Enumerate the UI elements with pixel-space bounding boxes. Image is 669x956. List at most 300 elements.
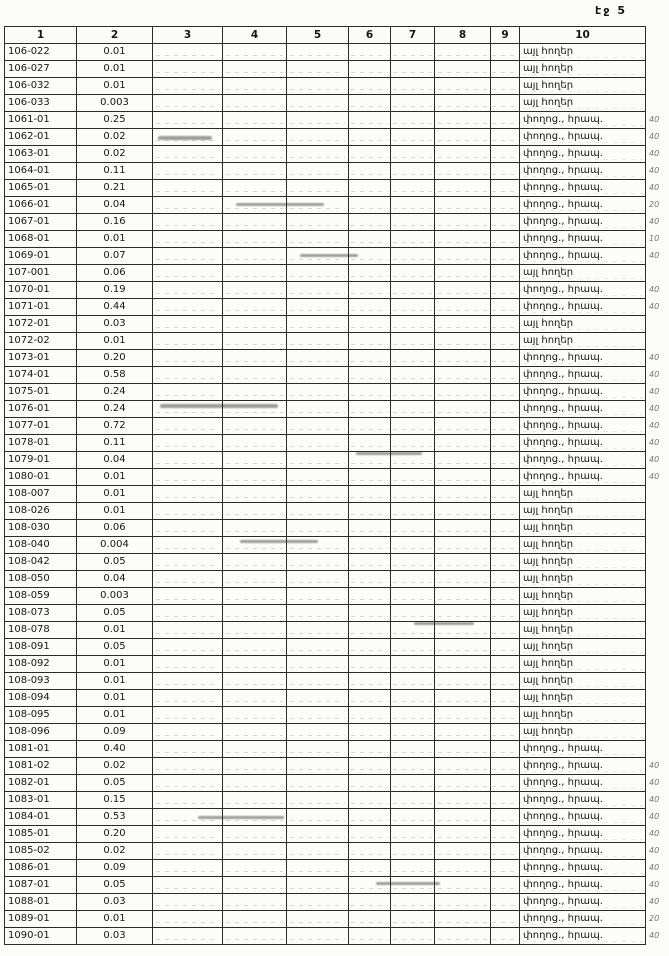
cell-empty: [349, 248, 391, 265]
cell-land-type: փողոց., հրապ.: [520, 214, 646, 231]
table-row: [5, 792, 669, 809]
cell-empty: [349, 61, 391, 78]
cell-empty: [349, 78, 391, 95]
cell-land-type: փողոց., հրապ.: [520, 758, 646, 775]
cell-parcel-code: 108-094: [5, 690, 77, 707]
cell-empty: [153, 656, 223, 673]
column-header: 7: [391, 27, 435, 44]
cell-empty: [349, 231, 391, 248]
cell-empty: [223, 299, 287, 316]
cell-area-value: 0.04: [77, 452, 153, 469]
margin-note: 40: [649, 251, 660, 260]
cell-empty: [223, 146, 287, 163]
margin-note: 40: [649, 897, 660, 906]
cell-land-type: փողոց., հրապ.: [520, 248, 646, 265]
cell-land-type: փողոց., հրապ.: [520, 197, 646, 214]
table-row: [5, 44, 669, 61]
cell-empty: [391, 656, 435, 673]
cell-empty: [349, 316, 391, 333]
cell-empty: [391, 367, 435, 384]
cell-empty: [435, 690, 491, 707]
cell-empty: [349, 129, 391, 146]
cell-empty: [349, 333, 391, 350]
cell-empty: [153, 197, 223, 214]
cell-empty: [491, 129, 520, 146]
cell-empty: [349, 350, 391, 367]
cell-empty: [491, 452, 520, 469]
margin-note: [646, 673, 669, 690]
cell-empty: [153, 265, 223, 282]
cell-empty: [491, 401, 520, 418]
cell-empty: [287, 231, 349, 248]
cell-area-value: 0.24: [77, 384, 153, 401]
cell-empty: [287, 741, 349, 758]
column-header: 4: [223, 27, 287, 44]
cell-empty: [349, 792, 391, 809]
cell-empty: [223, 197, 287, 214]
cell-area-value: 0.09: [77, 860, 153, 877]
cell-land-type: փողոց., հրապ.: [520, 826, 646, 843]
cell-empty: [435, 639, 491, 656]
cell-empty: [435, 129, 491, 146]
cell-empty: [435, 928, 491, 945]
cell-empty: [349, 197, 391, 214]
cell-empty: [491, 435, 520, 452]
cell-empty: [391, 639, 435, 656]
column-header: 10: [520, 27, 646, 44]
cell-empty: [287, 197, 349, 214]
table-row: [5, 129, 669, 146]
cell-empty: [391, 707, 435, 724]
cell-area-value: 0.02: [77, 129, 153, 146]
table-row: [5, 673, 669, 690]
cell-parcel-code: 1061-01: [5, 112, 77, 129]
cell-empty: [391, 486, 435, 503]
cell-land-type: այլ հողեր: [520, 486, 646, 503]
cell-empty: [223, 690, 287, 707]
table-row: [5, 435, 669, 452]
cell-land-type: փողոց., հրապ.: [520, 775, 646, 792]
cell-area-value: 0.01: [77, 673, 153, 690]
cell-empty: [223, 112, 287, 129]
cell-empty: [287, 639, 349, 656]
cell-empty: [491, 656, 520, 673]
cell-empty: [153, 146, 223, 163]
cell-empty: [287, 367, 349, 384]
margin-note: 40: [649, 183, 660, 192]
cell-empty: [491, 367, 520, 384]
cell-empty: [287, 503, 349, 520]
cell-empty: [491, 673, 520, 690]
cell-area-value: 0.01: [77, 44, 153, 61]
margin-note: 40: [649, 846, 660, 855]
table-row: [5, 282, 669, 299]
cell-empty: [435, 537, 491, 554]
table-row: [5, 333, 669, 350]
cell-empty: [491, 860, 520, 877]
cell-land-type: փողոց., հրապ.: [520, 231, 646, 248]
cell-empty: [391, 452, 435, 469]
cell-empty: [391, 894, 435, 911]
cell-land-type: փողոց., հրապ.: [520, 435, 646, 452]
cell-empty: [435, 792, 491, 809]
table-row: [5, 860, 669, 877]
page-number-label: էջ 5: [595, 4, 627, 17]
table-row: [5, 877, 669, 894]
cell-empty: [287, 112, 349, 129]
cell-empty: [391, 588, 435, 605]
cell-area-value: 0.06: [77, 520, 153, 537]
margin-note: 40: [649, 880, 660, 889]
cell-land-type: փողոց., հրապ.: [520, 384, 646, 401]
cell-empty: [153, 928, 223, 945]
cell-empty: [153, 95, 223, 112]
margin-note: 40: [649, 472, 660, 481]
cell-land-type: այլ հողեր: [520, 265, 646, 282]
cell-empty: [491, 537, 520, 554]
cell-area-value: 0.58: [77, 367, 153, 384]
cell-empty: [391, 180, 435, 197]
cell-empty: [491, 78, 520, 95]
cell-area-value: 0.01: [77, 469, 153, 486]
table-row: [5, 163, 669, 180]
cell-empty: [287, 282, 349, 299]
table-row: [5, 639, 669, 656]
cell-empty: [435, 452, 491, 469]
margin-note: 20: [649, 914, 660, 923]
cell-area-value: 0.20: [77, 350, 153, 367]
cell-empty: [435, 163, 491, 180]
cell-empty: [435, 367, 491, 384]
cell-empty: [491, 384, 520, 401]
cell-land-type: այլ հողեր: [520, 44, 646, 61]
cell-empty: [349, 452, 391, 469]
cell-empty: [349, 707, 391, 724]
cell-empty: [153, 248, 223, 265]
cell-land-type: այլ հողեր: [520, 95, 646, 112]
cell-empty: [349, 928, 391, 945]
margin-note: 40: [649, 931, 660, 940]
cell-empty: [391, 282, 435, 299]
cell-empty: [153, 520, 223, 537]
cell-empty: [491, 877, 520, 894]
cell-empty: [435, 894, 491, 911]
cell-empty: [391, 418, 435, 435]
cell-land-type: փողոց., հրապ.: [520, 350, 646, 367]
cell-area-value: 0.15: [77, 792, 153, 809]
cell-parcel-code: 1077-01: [5, 418, 77, 435]
table-row: [5, 894, 669, 911]
cell-area-value: 0.01: [77, 333, 153, 350]
cell-empty: [391, 469, 435, 486]
cell-empty: [391, 61, 435, 78]
cell-empty: [153, 231, 223, 248]
cell-parcel-code: 1071-01: [5, 299, 77, 316]
cell-empty: [435, 860, 491, 877]
cell-empty: [435, 214, 491, 231]
cell-empty: [349, 741, 391, 758]
cell-land-type: այլ հողեր: [520, 605, 646, 622]
margin-note: 10: [649, 234, 660, 243]
cell-empty: [287, 707, 349, 724]
margin-note: 40: [649, 285, 660, 294]
margin-note: 40: [649, 438, 660, 447]
margin-note: 40: [649, 217, 660, 226]
cell-empty: [223, 282, 287, 299]
cell-empty: [223, 656, 287, 673]
cell-empty: [223, 248, 287, 265]
cell-parcel-code: 1081-01: [5, 741, 77, 758]
cell-empty: [223, 673, 287, 690]
cell-empty: [153, 367, 223, 384]
cell-empty: [349, 146, 391, 163]
margin-note: [646, 316, 669, 333]
cell-land-type: այլ հողեր: [520, 78, 646, 95]
cell-parcel-code: 106-022: [5, 44, 77, 61]
cell-empty: [491, 197, 520, 214]
margin-note: 40: [649, 387, 660, 396]
cell-empty: [491, 282, 520, 299]
cell-land-type: այլ հողեր: [520, 690, 646, 707]
cell-land-type: փողոց., հրապ.: [520, 928, 646, 945]
cell-empty: [349, 44, 391, 61]
table-row: [5, 690, 669, 707]
cell-empty: [153, 571, 223, 588]
cell-parcel-code: 108-030: [5, 520, 77, 537]
cell-land-type: փողոց., հրապ.: [520, 792, 646, 809]
cell-empty: [391, 826, 435, 843]
cell-empty: [435, 605, 491, 622]
cell-parcel-code: 1084-01: [5, 809, 77, 826]
cell-land-type: փողոց., հրապ.: [520, 860, 646, 877]
cell-area-value: 0.01: [77, 656, 153, 673]
cell-empty: [287, 843, 349, 860]
cell-empty: [287, 248, 349, 265]
cell-land-type: այլ հողեր: [520, 724, 646, 741]
cell-empty: [349, 469, 391, 486]
cell-empty: [391, 911, 435, 928]
cell-empty: [491, 724, 520, 741]
cell-empty: [391, 792, 435, 809]
margin-note: [646, 741, 669, 758]
cell-parcel-code: 108-059: [5, 588, 77, 605]
cell-empty: [391, 95, 435, 112]
cell-empty: [491, 214, 520, 231]
cell-empty: [287, 469, 349, 486]
column-header: 5: [287, 27, 349, 44]
cell-empty: [349, 809, 391, 826]
table-row: [5, 826, 669, 843]
cell-empty: [349, 418, 391, 435]
cell-empty: [491, 316, 520, 333]
cell-empty: [349, 401, 391, 418]
cell-land-type: այլ հողեր: [520, 571, 646, 588]
table-row: [5, 401, 669, 418]
cell-parcel-code: 107-001: [5, 265, 77, 282]
cell-empty: [287, 537, 349, 554]
cell-empty: [153, 724, 223, 741]
margin-note: 40: [649, 302, 660, 311]
cell-empty: [287, 146, 349, 163]
cell-empty: [153, 554, 223, 571]
cell-empty: [349, 367, 391, 384]
cell-parcel-code: 108-050: [5, 571, 77, 588]
cell-empty: [287, 724, 349, 741]
cell-empty: [349, 758, 391, 775]
cell-empty: [287, 435, 349, 452]
cell-parcel-code: 1068-01: [5, 231, 77, 248]
cell-empty: [223, 44, 287, 61]
cell-empty: [391, 758, 435, 775]
cell-empty: [435, 112, 491, 129]
table-row: [5, 61, 669, 78]
cell-empty: [287, 775, 349, 792]
cell-empty: [223, 486, 287, 503]
cell-empty: [223, 384, 287, 401]
cell-empty: [391, 503, 435, 520]
cell-empty: [435, 877, 491, 894]
cell-parcel-code: 1062-01: [5, 129, 77, 146]
cell-empty: [153, 792, 223, 809]
cell-empty: [435, 826, 491, 843]
table-row: [5, 95, 669, 112]
cell-empty: [223, 520, 287, 537]
cell-empty: [349, 214, 391, 231]
cell-land-type: փողոց., հրապ.: [520, 129, 646, 146]
table-row: [5, 554, 669, 571]
cell-parcel-code: 1065-01: [5, 180, 77, 197]
cell-empty: [223, 843, 287, 860]
cell-empty: [435, 724, 491, 741]
cell-parcel-code: 1075-01: [5, 384, 77, 401]
cell-empty: [287, 452, 349, 469]
cell-empty: [287, 571, 349, 588]
cell-area-value: 0.03: [77, 894, 153, 911]
cell-empty: [391, 877, 435, 894]
cell-empty: [153, 452, 223, 469]
cell-area-value: 0.11: [77, 435, 153, 452]
cell-empty: [391, 214, 435, 231]
cell-empty: [435, 809, 491, 826]
cell-empty: [153, 163, 223, 180]
cell-land-type: փողոց., հրապ.: [520, 418, 646, 435]
cell-empty: [435, 44, 491, 61]
cell-empty: [153, 843, 223, 860]
cell-empty: [391, 809, 435, 826]
cell-empty: [287, 316, 349, 333]
cell-empty: [491, 231, 520, 248]
cell-empty: [491, 44, 520, 61]
margin-note: [646, 95, 669, 112]
cell-empty: [349, 639, 391, 656]
cell-area-value: 0.02: [77, 758, 153, 775]
cell-empty: [435, 673, 491, 690]
cell-empty: [223, 469, 287, 486]
table-row: [5, 197, 669, 214]
cell-land-type: փողոց., հրապ.: [520, 911, 646, 928]
cell-empty: [223, 78, 287, 95]
table-row: [5, 758, 669, 775]
table-row: [5, 384, 669, 401]
cell-empty: [153, 894, 223, 911]
table-row: [5, 571, 669, 588]
data-table: [4, 26, 669, 945]
cell-empty: [287, 61, 349, 78]
cell-empty: [223, 214, 287, 231]
margin-note: 40: [649, 455, 660, 464]
table-row: [5, 265, 669, 282]
cell-empty: [349, 775, 391, 792]
cell-empty: [391, 129, 435, 146]
margin-note: [646, 724, 669, 741]
cell-parcel-code: 108-042: [5, 554, 77, 571]
cell-parcel-code: 1064-01: [5, 163, 77, 180]
cell-empty: [491, 299, 520, 316]
cell-empty: [491, 163, 520, 180]
cell-empty: [491, 639, 520, 656]
cell-parcel-code: 1073-01: [5, 350, 77, 367]
cell-empty: [491, 758, 520, 775]
cell-empty: [153, 469, 223, 486]
cell-empty: [223, 554, 287, 571]
cell-empty: [223, 418, 287, 435]
cell-empty: [223, 163, 287, 180]
cell-empty: [391, 775, 435, 792]
cell-area-value: 0.16: [77, 214, 153, 231]
cell-land-type: փողոց., հրապ.: [520, 112, 646, 129]
margin-note: 40: [649, 421, 660, 430]
cell-empty: [435, 333, 491, 350]
margin-note: 40: [649, 115, 660, 124]
cell-empty: [153, 129, 223, 146]
margin-note: 40: [649, 166, 660, 175]
cell-empty: [153, 214, 223, 231]
cell-land-type: փողոց., հրապ.: [520, 299, 646, 316]
cell-empty: [223, 333, 287, 350]
cell-empty: [435, 231, 491, 248]
cell-area-value: 0.19: [77, 282, 153, 299]
cell-empty: [153, 707, 223, 724]
cell-empty: [287, 588, 349, 605]
cell-empty: [435, 469, 491, 486]
cell-empty: [153, 826, 223, 843]
cell-empty: [223, 911, 287, 928]
cell-parcel-code: 1088-01: [5, 894, 77, 911]
cell-parcel-code: 108-096: [5, 724, 77, 741]
cell-land-type: այլ հողեր: [520, 316, 646, 333]
cell-parcel-code: 108-092: [5, 656, 77, 673]
cell-empty: [435, 146, 491, 163]
cell-empty: [391, 537, 435, 554]
cell-empty: [349, 843, 391, 860]
cell-empty: [287, 350, 349, 367]
cell-area-value: 0.04: [77, 571, 153, 588]
cell-empty: [287, 163, 349, 180]
cell-empty: [223, 741, 287, 758]
cell-parcel-code: 1080-01: [5, 469, 77, 486]
cell-empty: [287, 826, 349, 843]
column-header: 2: [77, 27, 153, 44]
cell-empty: [153, 537, 223, 554]
cell-empty: [435, 248, 491, 265]
table-row: [5, 622, 669, 639]
cell-land-type: այլ հողեր: [520, 503, 646, 520]
cell-empty: [223, 639, 287, 656]
cell-empty: [391, 248, 435, 265]
cell-parcel-code: 1072-01: [5, 316, 77, 333]
cell-empty: [287, 265, 349, 282]
cell-empty: [391, 690, 435, 707]
